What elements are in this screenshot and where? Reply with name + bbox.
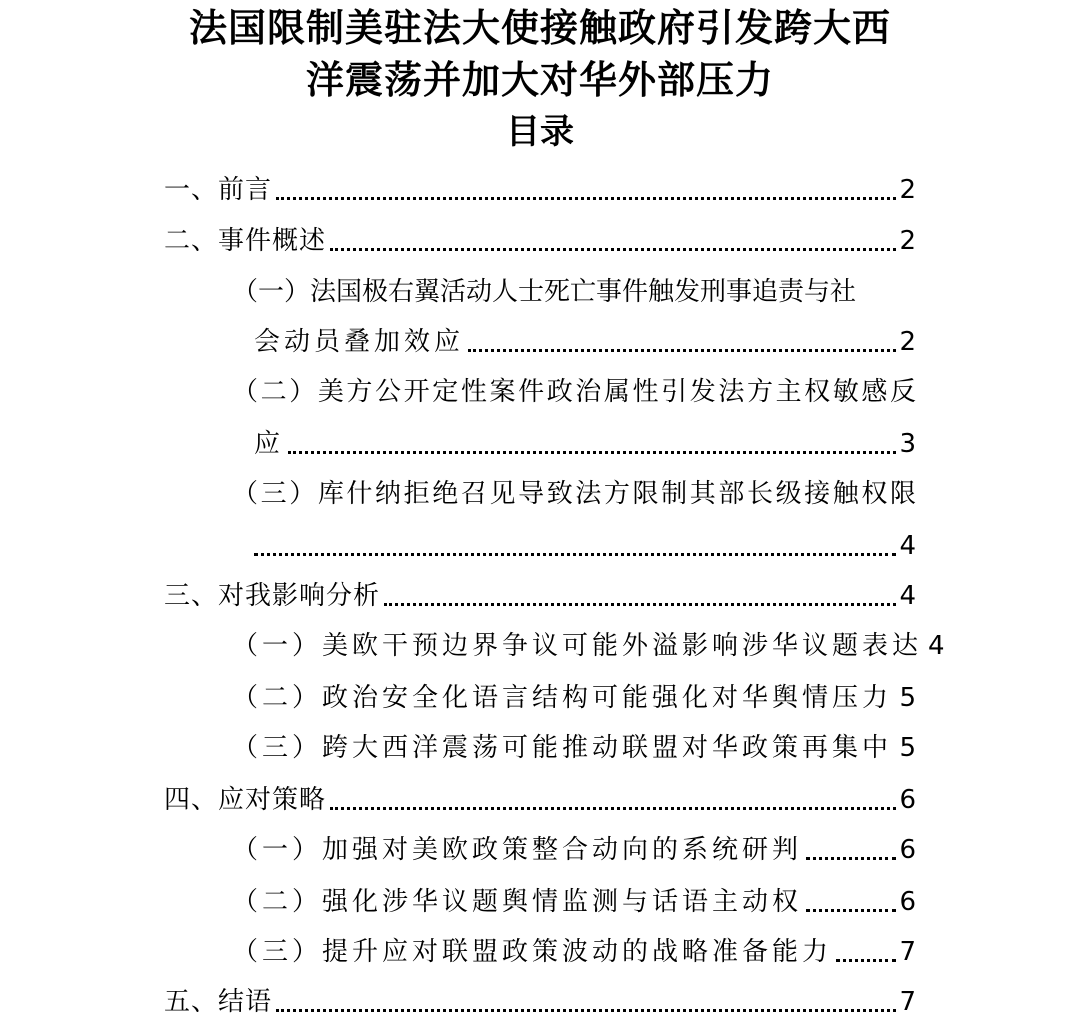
toc-entry-text: （一）法国极右翼活动人士死亡事件触发刑事追责与社 — [232, 277, 857, 307]
toc-page-number: 6 — [899, 887, 916, 917]
toc-page-number: 2 — [899, 327, 916, 357]
toc-entry-text: （三）提升应对联盟政策波动的战略准备能力 — [232, 937, 833, 967]
toc-page-number: 3 — [899, 429, 916, 459]
toc-entry-3-3[interactable] — [232, 728, 916, 768]
toc-leader-dots — [288, 451, 896, 454]
toc-entry-text: 三、对我影响分析 — [164, 581, 381, 611]
toc-page-number: 4 — [899, 581, 916, 611]
document-title-line-1: 法国限制美驻法大使接触政府引发跨大西 — [188, 5, 891, 50]
toc-entry-text: （二）政治安全化语言结构可能强化对华舆情压力 — [232, 683, 893, 713]
toc-entry-text: 五、结语 — [164, 987, 273, 1017]
toc-entry-4-2[interactable] — [232, 882, 916, 922]
toc-entry-preface[interactable] — [164, 170, 916, 210]
toc-entry-text: （三）库什纳拒绝召见导致法方限制其部长级接触权限 — [232, 479, 919, 509]
toc-entry-2-3-line2[interactable] — [254, 526, 916, 566]
toc-heading: 目录 — [506, 112, 574, 152]
toc-entry-text: 二、事件概述 — [164, 226, 327, 256]
toc-entry-response-strategy[interactable] — [164, 780, 916, 820]
toc-leader-dots — [330, 807, 896, 810]
toc-page-number: 7 — [899, 987, 916, 1017]
toc-leader-dots — [384, 603, 896, 606]
toc-page-number: 4 — [928, 631, 945, 661]
toc-leader-dots — [806, 909, 896, 912]
toc-entry-impact-analysis[interactable] — [164, 576, 916, 616]
toc-page-number: 5 — [899, 733, 916, 763]
toc-entry-event-overview[interactable] — [164, 221, 916, 261]
toc-leader-dots — [276, 1009, 896, 1012]
toc-entry-3-2[interactable] — [232, 678, 916, 718]
toc-page-number: 2 — [899, 226, 916, 256]
toc-entry-2-3-line1[interactable] — [232, 474, 919, 514]
document-title-line-2: 洋震荡并加大对华外部压力 — [305, 57, 774, 102]
toc-entry-4-3[interactable] — [232, 932, 916, 972]
toc-page-number: 6 — [899, 835, 916, 865]
toc-entry-2-1-line1[interactable] — [232, 272, 916, 312]
toc-page-number: 7 — [899, 937, 916, 967]
toc-leader-dots — [276, 197, 896, 200]
toc-entry-text: （一）美欧干预边界争议可能外溢影响涉华议题表达 — [232, 631, 923, 661]
toc-page-number: 6 — [899, 785, 916, 815]
toc-entry-text: （二）美方公开定性案件政治属性引发法方主权敏感反 — [232, 377, 919, 407]
toc-entry-2-2-line2[interactable] — [254, 424, 916, 464]
toc-entry-text: （三）跨大西洋震荡可能推动联盟对华政策再集中 — [232, 733, 893, 763]
toc-entry-conclusion[interactable] — [164, 982, 916, 1022]
toc-entry-2-2-line1[interactable] — [232, 372, 919, 412]
toc-entry-text: 一、前言 — [164, 175, 273, 205]
toc-entry-text: 四、应对策略 — [164, 785, 327, 815]
toc-entry-text: （二）强化涉华议题舆情监测与话语主动权 — [232, 887, 803, 917]
toc-page-number: 2 — [899, 175, 916, 205]
toc-page-number: 4 — [899, 531, 916, 561]
toc-entry-2-1-line2[interactable] — [254, 322, 916, 362]
toc-leader-dots — [330, 248, 896, 251]
toc-leader-dots — [254, 553, 896, 556]
toc-entry-4-1[interactable] — [232, 830, 916, 870]
toc-entry-text: （一）加强对美欧政策整合动向的系统研判 — [232, 835, 803, 865]
toc-leader-dots — [836, 959, 896, 962]
toc-entry-text: 会动员叠加效应 — [254, 327, 465, 357]
toc-entry-text: 应 — [254, 429, 285, 459]
toc-page-number: 5 — [899, 683, 916, 713]
toc-leader-dots — [468, 349, 896, 352]
toc-leader-dots — [806, 857, 896, 860]
toc-entry-3-1[interactable] — [232, 626, 945, 666]
